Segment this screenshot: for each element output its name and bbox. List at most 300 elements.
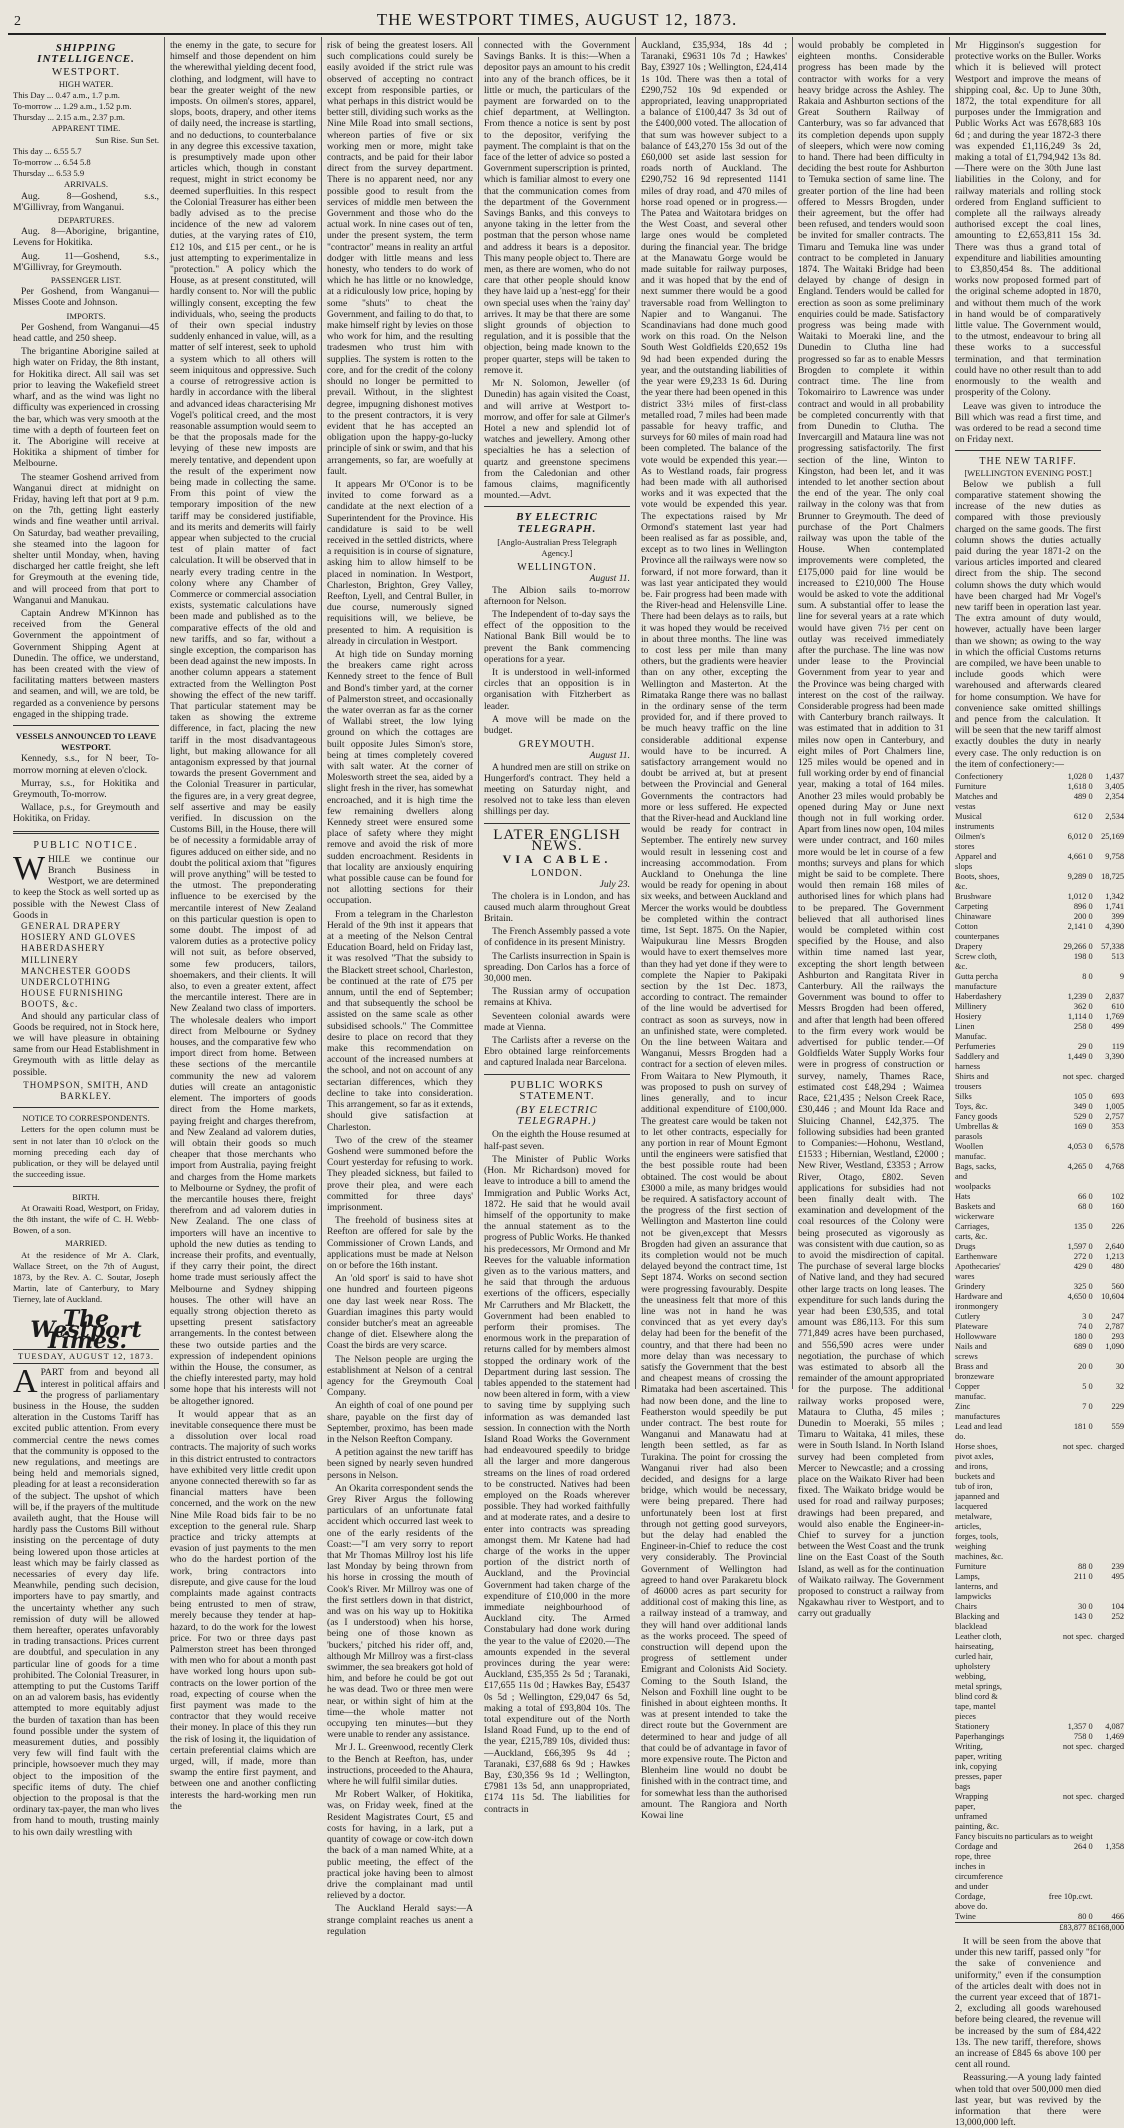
tariff-value: 2,787 [1105,1322,1124,1331]
tariff-value: 5 0 [1082,1382,1093,1391]
married-text: At the residence of Mr A. Clark, Wallace Street, on the 7th of August, 1873, by the Rev. A. C. Soutar, Joseph Martin, late of Canterbury, to Mary Tierney, late of Auckland. [13,1249,159,1305]
tariff-item: Plateware [955,1322,989,1331]
arrivals-heading: ARRIVALS. [63,179,108,190]
article-paragraph: Two of the crew of the steamer Goshend were summoned before the Court yesterday for refusing to work. They pleaded sickness, but failed to prove their plea, and were each committed for three days' imprisonment. [327,1134,473,1213]
tariff-value: 1,358 [1105,1842,1124,1851]
tariff-value: 4,390 [1105,922,1124,931]
tariff-row [955,922,1124,942]
tariff-value: 4,265 0 [1067,1162,1093,1171]
goods-item: BOOTS, &c. [21,999,79,1010]
tariff-value: 513 [1111,952,1124,961]
tariff-item: Matches and vestas [955,792,998,811]
tide-table [13,90,159,124]
news-item: The Minister of Public Works (Hon. Mr Richardson) moved for leave to introduce a bill to amend the Immigration and Public Works Act, 1872. He said that he would avail himself of the opportunity to make the annual statement as to the progress of Public Works. He thanked his predecessors, Mr Ormond and Mr Reeves for the valuable information given as to the various matters, and he said that through the arduous exertions of the officers, especially Mr Carruthers and Mr Blackett, the Government had been enabled to perform their promises. The enormous work in the preparation of returns called for by members almost stopped the ordinary work of the Department during last session. The tables appended to the statement had now been altered in form, with a view to saving time by supplying such information as was demanded last session. In connection with the North Island Road Works the Government had endeavoured speedily to bridge all the larger and more dangerous streams on the lines of road ordered to be constructed. Natives had been employed on the Roads wherever possible. They had worked faithfully and at moderate rates, and a desire to enter into contracts was spreading amongst them. Mr Katene had had charge of the works in the upper portion of the district north of Auckland, and the Provincial Government had taken charge of the expenditure of £10,000 in the more immediate neighbourhood of Auckland city. The Armed Constabulary had done work during the year to the value of £2020.—The amounts expended in the several provinces during the year were: Auckland, £35,355 2s 5d ; Taranaki, £17,655 11s 0d ; Hawkes Bay, £5437 0s 5d ; Wellington, £29,047 6s 5d, making a total of £93,804 10s. The total expenditure out of the North Island Road Fund, up to the end of the year, £215,789 10s, divided thus:—Auckland, £66,395 9s 4d ; Taranaki, £37,688 6s 9d ; Hawkes Bay, £30,356 9s 1d ; Wellington, £7981 13s 5d, ann unappropriated, £174 11s 5d. The liabilities for contracts in [484,1153,630,1815]
tariff-row [955,772,1124,782]
news-item: Seventeen colonial awards were made at Vienna. [484,1010,630,1033]
london-heading: LONDON. [531,868,583,880]
tariff-item: Leather cloth, hairseating, curled hair, upholstery webbing, metal springs, blind cord & tape, mantel pieces [955,1632,1002,1721]
tariff-row [955,1292,1124,1312]
birth-heading: BIRTH. [72,1191,100,1202]
tariff-item: Copper manufac. [955,1382,986,1401]
masthead-title: THE WESTPORT TIMES, AUGUST 12, 1873. [376,10,738,29]
leader-article [13,1363,159,1838]
tariff-row [955,1252,1124,1262]
news-item: The French Assembly passed a vote of confidence in its present Ministry. [484,926,630,949]
arrivals-text: Aug. 8—Goshend, s.s., M'Gillivray, from Wanganui. [13,190,159,213]
tariff-value: charged [1097,1742,1124,1751]
article-paragraph: Mr Higginson's suggestion for protective works on the Buller. Works which it is believed will protect Westport and improve the means of shipping coal, &c. Up to June 30th, 1872, the total expenditure for all purposes under the Immigration and Public Works Act was £678,683 10s 6d ; and during the year 1872-3 there was expended £1,116,249 3s 2d, making a total of £1,794,942 13s 8d.—There were on the 30th June last liabilities in the Colony, and for railway materials and rolling stock ordered from England sufficient to complete all the railways already authorised except the coal lines, amounting to £2,653,811 15s 3d. There was thus a grand total of expenditure and liabilities amounting to £3,850,454 8s. The additional works now proposed formed part of the original scheme adopted in 1870, and without them much of the work in hand would be of comparatively little value. The Government would, to the utmost, endeavour to bring all these works to a successful termination, and that termination could have no other result than to add enormously to the wealth and prosperity of the Colony. [955,40,1101,399]
correspondents-heading: NOTICE TO CORRESPONDENTS. [22,1113,150,1124]
divider [484,1074,630,1075]
vessel-item: Wallace, p.s., for Greymouth and Hokitika, on Friday. [13,802,159,825]
tariff-item: Cordage, above do. [955,1892,988,1911]
tariff-value: 1,090 [1105,1342,1124,1351]
public-notice-heading: PUBLIC NOTICE. [33,839,139,851]
tariff-row [955,852,1124,872]
tariff-value: 6,012 0 [1067,832,1093,841]
tariff-value: 180 0 [1073,1332,1093,1341]
tariff-item: Fancy goods [955,1112,998,1121]
tariff-row [955,1052,1124,1072]
tariff-item: Brass and bronzeware [955,1362,995,1381]
article-paragraph: An 'old sport' is said to have shot one hundred and fourteen pigeons one day last week near Ross. The Guardian imagines this party would consider butcher's meat an agreeable change of diet. Elsewhere along the Coast the birds are very scarce. [327,1273,473,1352]
tariff-value: 560 [1111,1282,1124,1291]
public-notice-body [13,849,159,921]
article-paragraph: Auckland, £35,934, 18s 4d ; Taranaki, £9631 10s 7d ; Hawkes' Bay, £3927 10s ; Wellington, £24,414 1s 10d. There was then a total of £290,752 10s 9d expended or appropriated, leaving unappropriated a balance of £100,447 3s 3d out of the £400,000 voted. The allocation of that sum was however subject to a balance of £43,270 15s 3d out of the £60,000 set aside last session for roads north of Auckland. The £290,752 16 9d represented 1141 miles of dray road, and 470 miles of horse road opened or in progress.—The Patea and Waitotara bridges on the West Coast, and several other large ones would be completed during the financial year. The bridge at the Manawatu Gorge would be made suitable for railway purposes, and it was hoped that by the end of next summer there would be a good traversable road from Wellington to Napier and to Wanganui. The Scandinavians had done much good work on this road. On the Nelson South West Goldfields £20,652 19s 9d had been expended during the year, and the outstanding liabilities of the year were £9,233 1s 6d. During the year there had been opened in this district 33½ miles of first-class metalled road, 7 miles had been made passable for heavy traffic, and surveys for 60 miles of main road had been completed. The balance of the vote would be expended this year.—As to Westland roads, fair progress had been made with all authorised works and it was expected that the vote would be expended this year. The expectations raised by Mr Ormond's statement last year had been realised as far as possible, and, except as to two lines in Wellington Province all the railways were now so forward, if not more forward, than it was last year anticipated they would be. Fair progress had been made with the River-head and Helensville Line. There had been delays as to rails, but it was hoped they would be received in about three months. The line was to cost less per mile than many others, but the gradients were heavier than on any other, excepting the Wellington and Masterton. At the Rimataka Range there was no ballast in the ordinary sense of the term provided for, and if there proved to be much heavy traffic on the line considerable additional expense would have to be incurred. A satisfactory arrangement would no doubt be arrived at, but at present between the Provincial and General Governments the contractors had more or less suffered. He expected that the River-head and Auckland line would be ready for contract in September. The entirely new survey would result in lessening cost and increasing accommodation. From Auckland to Onehunga the line would be ready for opening in about six weeks, and between Auckland and Mercer the works would be doubtless be completed within the contract time, 1st Sept. 1875. On the Napier, Waipukurau line Messrs Brogden would have to exert themselves more than they had yet done if they were to complete the Napier to Pakipaki section by the 1st Dec. 1873, according to contract. The remainder of the line would be advertised for contract as soon as surveys, now in an unfinished state, were completed. On the line between Waitara and Wanganui, Messrs Brogden had a contract for a section of eleven miles. From Waitara to New Plymouth, it was proposed to push on survey of lines generally, and to incur additional expenditure of £100,000. The greatest care would be taken not to let other contracts, especially for any portion in rear of Mount Egmont until the engineers were satisfied that the best possible route had been obtained. The cost would be about £3000 a mile, as many bridges would be required. A satisfactory account of the progress of the first section of Wellington and Masterton line could not be given,except that Messrs Brogden had given an assurance that its completion would not be much delayed beyond the contract time, 1st Sept 1874. Works on second section were progressing favourably. Despite the uneasiness felt that more of this line was not in hand he was convinced that as yet every day's delay had been for the benefit of the country, and that there had been no more delay than was necessary to satisfy the Government that the best and cheapest means of crossing the Rimataka had been ascertained. This had now been done, and the line to Featherston would speedily be put under contract. The best route for Wanganui and Manawatu had at length been settled, as far as Turakina. The point for crossing the Wanganui river had also been decided, and designs for a large bridge, which would be necessary, were being prepared. There had unfortunately been lost at first through not getting good surveyors, but the delay had enabled the Engineer-in-Chief to reduce the cost very considerably. The Provincial Government of Wellington had agreed to hand over Parakaretu block of 46000 acres as part security for additional cost of making this line, as a railway instead of a tramway, and they will hand over additional lands as the works proceed. The speed of construction will depend upon the progress of settlement under Emigrant and Colonists Aid Society. Coming to the South Island, the Nelson and Foxhill line ought to be finished in about eighteen months. It was at present intended to take the direct route but the Government are determined to hear and judge of all that could be of advantage in favor of more expensive route. The Picton and Blenheim line would no doubt be finished with in the contract time, and for somewhat less than the authorised amount. The Rangiora and North Kowai line [641,40,787,1822]
tariff-item: Toys, &c. [955,1102,988,1111]
news-item: It is understood in well-informed circles that an opposition is in organisation with Fitzherbert as leader. [484,666,630,712]
tariff-value: 4,087 [1105,1722,1124,1731]
tariff-row [955,1142,1124,1162]
tariff-value: not spec. [1062,1792,1093,1801]
tariff-value: 181 0 [1073,1422,1093,1431]
tariff-source: [WELLINGTON EVENING POST.] [964,467,1092,478]
news-item: A hundred men are still on strike on Hungerford's contract. They held a meeting on Saturday night, and resolved not to take less than eleven shillings per day. [484,761,630,818]
tariff-row [955,1012,1124,1022]
tariff-value: 6,578 [1105,1142,1124,1151]
article-paragraph: risk of being the greatest losers. All such complications could surely be easily avoided if the strict rule was observed of accepting no contract except from responsible parties, or what perhaps in this district would be better still, dividing such works as the Nine Mile Road into small sections, whereon parties of five or six working men or more, might take contracts, and be paid for their labor direct from the survey department. There is no apparent need, nor any possible good to result from the services of middle men between the Government and those who do the actual work. In nine cases out of ten, under the present system, the term "contractor" means in reality an artful dodger with little means and less honesty, who tenders to do work of which he has little or no knowledge, at a ridiculously low price, hoping by some "shuts" to cheat the Government, and failing to do that, to make himself right by levies on those who work for him, and the resulting tradesmen who trust him with supplies. The system is rotten to the core, and for the credit of the colony should no longer be permitted to prevail. Without, in the slightest degree, impugning dishonest motives to the present contractors, it is very evident that he has accepted an obligation upon the happy-go-lucky principle of sink or swim, and that his arrangements, so far, are woefully at fault. [327,40,473,477]
tariff-item: Earthenware [955,1252,998,1261]
tariff-value: not spec. [1062,1072,1093,1081]
tariff-value: 1,769 [1105,1012,1124,1021]
advertisement: Mr N. Solomon, Jeweller (of Dunedin) has again visited the Coast, and will arrive at Westport to-morrow, and offer for sale at Gilmer's Hotel a new and splendid lot of watches and jewellery. Among other specialties he has a selection of quartz and greenstone specimens from the Caledonian and other famous claims, magnificently mounted.—Advt. [484,378,630,502]
tariff-value: 1,114 0 [1067,1012,1093,1021]
wellington-heading: WELLINGTON. [517,562,597,574]
tariff-value: 612 0 [1073,812,1093,821]
tariff-row [955,1162,1124,1192]
tariff-item: Bags, sacks, and woolpacks [955,1162,997,1191]
tariff-value: 160 [1111,1202,1124,1211]
tariff-item: Lead and lead do. [955,1422,1002,1441]
tariff-item: Boots, shoes, &c. [955,872,1000,891]
tariff-value: 1,469 [1105,1732,1124,1741]
tariff-row [955,1042,1124,1052]
article-paragraph: An eighth of coal of one pound per share, payable on the first day of September, proximo, has been made in the Nelson Reefton Company. [327,1400,473,1445]
divider [13,1107,159,1108]
divider [484,506,630,507]
tariff-value: 169 0 [1073,1122,1093,1131]
tariff-body [955,772,1124,1933]
tariff-row [955,1732,1124,1742]
tariff-row [955,1282,1124,1292]
telegraph-heading: BY ELECTRIC TELEGRAPH. [516,511,598,535]
tariff-value: 2,837 [1105,992,1124,1001]
article-paragraph: Leave was given to introduce the Bill which was read a first time, and was ordered to be read a second time on Friday next. [955,400,1101,446]
sun-table [13,146,159,180]
tariff-item: Fancy biscuits [955,1832,1004,1841]
tariff-item: Confectionery [955,772,1003,781]
tariff-value: 1,342 [1105,892,1124,901]
news-item: The Russian army of occupation remains at Khiva. [484,986,630,1009]
tariff-value: 3,405 [1105,782,1124,791]
port-heading: WESTPORT. [51,66,121,79]
tariff-value: 2,354 [1105,792,1124,801]
tariff-row [955,1022,1124,1042]
tide-row: This Day ... 0.47 a.m., 1.7 p.m. [13,89,120,100]
public-works-sub: (BY ELECTRIC TELEGRAPH.) [516,1104,598,1128]
tariff-value: 4,053 0 [1067,1142,1093,1151]
column-1 [8,37,165,1838]
tariff-value: 8 0 [1082,972,1093,981]
tariff-item: Carpeting [955,902,989,911]
masthead [8,6,1106,35]
tariff-value [1093,1892,1124,1912]
tariff-value: 272 0 [1073,1252,1093,1261]
tariff-row [955,1102,1124,1112]
tariff-row [955,952,1124,972]
tariff-item: Saddlery and harness [955,1052,999,1071]
tariff-row [955,1632,1124,1722]
article-paragraph: It would appear that as an inevitable consequence there must be a dissolution over local road contracts. The majority of such works in this district entrusted to contractors have exhibited very little credit upon anyone connected therewith so far as financial matters have been concerned, and the work on the new Nine Mile Road bids fair to be no exception to the general rule. Sharp practice and tricky attempts at evasion of just payments to the men who do the hardest portion of the work, bring contractors into disrepute, and give cause for the loud complaints made against contracts being entrusted to men of straw, merely because they tender at hap-hazard, to do the work for the lowest price. For two or three days past Palmerston street has been thronged with men who for about a month past have worked long hours upon sub-contracts on the lower portion of the road, expecting of course when the first payment was made to the contractor that they would receive their money. In place of this they run the risk of losing it, the liquidation of certain preferential claims which are urged, will, if made, more than swamp the entire first payment, and between one and another conflicting interests the hard-working men run the [170,1408,316,1812]
tariff-row [955,1002,1124,1012]
article-paragraph: The Nelson people are urging the establishment at Nelson of a central agency for the Greymouth Coal Company. [327,1353,473,1399]
goods-item: MANCHESTER GOODS [21,965,132,976]
tariff-row [955,1322,1124,1332]
tariff-item: Paperhangings [955,1732,1005,1741]
tariff-item: Grindery [955,1282,986,1291]
tariff-value: 1,213 [1105,1252,1124,1261]
tariff-value: 325 0 [1073,1282,1093,1291]
tariff-item: Furniture [955,782,987,791]
departures-heading: DEPARTURES. [57,215,115,226]
tariff-value: £83,877 8 [1004,1923,1092,1934]
column-7 [950,37,1124,2128]
tariff-item: Writing, paper, writing ink, copying presses, paper bags [955,1742,1002,1791]
tariff-value: 88 0 [1078,1562,1093,1571]
article-paragraph: From a telegram in the Charleston Herald of the 9th inst it appears that at a meeting of the Nelson Central Education Board, held on Friday last, it was resolved "That the subsidy to the Blackett street school, Charleston, be continued at the rate of £75 per annum, until the end of September; and that subsequently the school be assisted on the same scale as other subsidised schools." The Committee desire to place on record that they make this recommendation on account of the increased numbers at the school, and not on account of any sectarian differences, which they decline to take into consideration. This arrangement, so far as it extends, should give satisfaction at Charleston. [327,908,473,1133]
tariff-value: 293 [1111,1332,1124,1341]
tariff-item: Hosiery [955,1012,982,1021]
tariff-item: Millinery [955,1002,987,1011]
tariff-item: Drapery [955,942,983,951]
tariff-row [955,1382,1124,1402]
tariff-value: 258 0 [1073,1022,1093,1031]
tariff-value: 20 0 [1078,1362,1093,1371]
london-date: July 23. [599,879,630,891]
tariff-item: Shirts and trousers [955,1072,989,1091]
dropcap: A [13,1363,38,1401]
news-item: The Independent of to-day says the effect of the opposition to the National Bank Bill would be to prevent the Bank commencing operations for a year. [484,608,630,665]
tariff-value: 29,266 0 [1063,942,1093,951]
tariff-value: 480 [1111,1262,1124,1271]
tariff-item: Cutlery [955,1312,981,1321]
tariff-row [955,812,1124,832]
tariff-row [955,892,1124,902]
news-item: The Carlists after a reverse on the Ebro obtained large reinforcements and captured Inalada near Barcelona. [484,1035,630,1069]
tariff-item: Chairs [955,1602,977,1611]
tariff-value: 198 0 [1073,952,1093,961]
tariff-value: 247 [1111,1312,1124,1321]
tide-row: To-morrow ... 1.29 a.m., 1.52 p.m. [13,101,132,112]
tariff-value: 1,618 0 [1067,782,1093,791]
tariff-row [955,1192,1124,1202]
article-paragraph: It appears Mr O'Conor is to be invited to come forward as a candidate at the next election of a Superintendent for the Province. His candidature is said to be well received in the settled districts, where a requisition is in course of signature, asking him to allow himself to be placed in nomination. In Westport, Charleston, Brighton, Grey Valley, Reefton, Lyell, and Central Buller, in due course, numerously signed requisitions will, we believe, be presented to him. A requisition is already in circulation in Westport. [327,478,473,647]
tariff-value: 18,725 [1101,872,1124,881]
tariff-item: Silks [955,1092,972,1101]
tariff-value: 1,437 [1105,772,1124,781]
tariff-value: 896 0 [1073,902,1093,911]
tariff-row [955,792,1124,812]
tariff-item: Apothecaries' wares [955,1262,1001,1281]
tariff-item: Zinc manufactures [955,1402,1001,1421]
apparent-time-heading: APPARENT TIME. [51,123,121,134]
divider [955,450,1101,451]
tariff-value: 30 [1115,1362,1124,1371]
tariff-value: 57,338 [1101,942,1124,951]
tariff-item: Perfumeries [955,1042,996,1051]
column-5 [636,37,793,1822]
tariff-outro: It will be seen from the above that under this new tariff, passed only "for the sake of convenience and uniformity," even if the consumption of the articles dealt with does not in the current year exceed that of 1871-2, excluding all goods warehoused before being cleared, the revenue will be increased by the sum of £84,422 13s. The new tariff, therefore, shows an increase of £845 6s above 100 per cent all round. [955,1936,1101,2071]
tariff-item: Umbrellas & parasols [955,1122,999,1141]
article-paragraph: At high tide on Sunday morning the breakers came right across Kennedy street to the fence of Bull and Bond's timber yard, at the corner of Palmerston street, and occasionally the water overran as far as the corner of Wallabi street, the low lying ground on which the cottages are built opposite Jules Simon's store, being at times completely covered with salt water. At the corner of Molesworth street the sea, aided by a slight fresh in the river, has somewhat encroached, and it is high time the few remaining dwellers along Kennedy street were ensured some place of safety where they might remove and avoid the risk of more sudden encroachment. Residents in that locality are anxiously enquiring what possible cause can be found for not allotting sections for their occupation. [327,648,473,907]
column-2 [165,37,322,1812]
tariff-value: 2,757 [1105,1112,1124,1121]
tariff-value: 9 [1119,972,1124,981]
tariff-item: Baskets and wickerware [955,1202,996,1221]
tariff-item: Wrapping paper, unframed painting, &c. [955,1792,999,1831]
shipping-news: Captain Andrew M'Kinnon has received from the General Government the appointment of Government Shipping Agent at Dunedin. The office, we understand, has been created with the view of facilitating matters between masters and seamen, and will, we are told, be regarded as a convenience by persons engaged in the shipping trade. [13,607,159,720]
tariff-value: 30 0 [1078,1602,1093,1611]
sun-row: To-morrow ... 6.54 5.8 [13,157,91,168]
article-paragraph: Mr Robert Walker, of Hokitika, was, on Friday week, fined at the Resident Magistrates Court, £5 and costs for having, in a lark, put a quantity of cowage or cow-itch down the back of a man named White, at a public meeting, the effect of the practical joke having been to almost drive the complainant mad until relieved by a doctor. [327,1789,473,1902]
tariff-intro: Below we publish a full comparative statement showing the increase of the new duties as compared with those previously charged on the same goods. The first column shows the duties actually paid during the year 1871-2 on the various articles imported and cleared direct from the ship. The second column shows the duty which would have been charged had Mr Vogel's new tariff been in operation last year. The extra amount of duty would, however, actually have been larger than we shown; as owing to the way in which the official Customs returns are compiled, we have been unable to include goods which were warehoused and afterwards cleared for home consumption. We have for convenience sake omitted shillings and pence from the calculation. It will be seen that the new tariff almost exactly doubles the duty in nearly every case. The only reduction is on the item of confectionery:— [955,478,1101,770]
tariff-value: no particulars as to weight [1004,1832,1093,1841]
tariff-value: 211 0 [1074,1572,1093,1581]
shipping-heading: SHIPPING INTELLIGENCE. [37,42,135,66]
tariff-value: 1,005 [1105,1102,1124,1111]
tariff-value: 2,640 [1105,1242,1124,1251]
article-paragraph: An Okarita correspondent sends the Grey River Argus the following particulars of an unfortunate fatal accident which occurred last week to one of the early residents of the Coast:—"I am very sorry to report that Mr Thomas Millroy lost his life last Monday by being thrown from his horse in crossing the mouth of Cook's River. Mr Millroy was one of the first settlers down in that district, and was on his way up to Hokitika (as I understood) when his horse, being one of those known as 'buckers,' pitched his rider off, and, although Mr Millroy was a first-class swimmer, the sea breakers got hold of him, and before he could be got out he was dead. Two or three men were near, or within sight of him at the time—the whole matter not occupying ten minutes—but they were unable to render any assistance. [327,1482,473,1741]
sun-header: Sun Rise. Sun Set. [95,134,159,145]
tariff-value: 362 0 [1073,1002,1093,1011]
tariff-value: 610 [1111,1002,1124,1011]
goods-item: HOUSE FURNISHING [21,988,124,999]
tariff-value: 1,741 [1105,902,1124,911]
tariff-item: Hollowware [955,1332,997,1341]
tariff-value: 1,028 0 [1067,772,1093,781]
tariff-value: 758 0 [1073,1732,1093,1741]
article-paragraph: A petition against the new tariff has been signed by nearly seven hundred persons in Nelson. [327,1447,473,1481]
later-news-heading: LATER ENGLISH NEWS. [493,826,621,854]
tariff-value: £168,000 [1092,1923,1124,1932]
column-6 [793,37,950,1620]
via-cable-heading: VIA CABLE. [502,852,612,867]
tariff-value: charged [1097,1442,1124,1451]
tariff-row [955,832,1124,852]
tariff-item: Furniture [955,1562,987,1571]
correspondents-text: Letters for the open column must be sent in not later than 10 o'clock on the morning preceding each day of publication, or they will be delayed until the succeeding issue. [13,1124,159,1180]
tariff-row [955,1562,1124,1572]
tariff-value: 529 0 [1073,1112,1093,1121]
tariff-value: charged [1097,1632,1124,1641]
tariff-row [955,1262,1124,1282]
tariff-row [955,1402,1124,1422]
tariff-value: 104 [1111,1602,1124,1611]
tariff-value: 135 0 [1073,1222,1093,1231]
tariff-value: 1,239 0 [1067,992,1093,1001]
high-water-heading: HIGH WATER. [58,78,114,89]
tariff-value: 105 0 [1073,1092,1093,1101]
tariff-value: 3 0 [1082,1312,1093,1321]
departure-item: Aug. 11—Goshend, s.s., M'Gillivray, for Greymouth. [13,250,159,273]
tariff-value: 4,768 [1105,1162,1124,1171]
imports-text: Per Goshend, from Wanganui—45 head cattle, and 250 sheep. [13,321,159,345]
tariff-row [955,1842,1124,1892]
tariff-value: 10,604 [1101,1292,1124,1301]
tariff-row [955,912,1124,922]
tariff-value: 1,449 0 [1067,1052,1093,1061]
tariff-row [955,1422,1124,1442]
tariff-item: Hats [955,1192,971,1201]
tariff-value: 80 0 [1078,1912,1093,1921]
closing-paragraph: Reassuring.—A young lady fainted when told that over 500,000 men died last year, but was revived by the information that there were 13,000,000 left. [955,2072,1101,2128]
divider [13,831,159,834]
article-paragraph: would probably be completed in eighteen months. Considerable progress has been made by the contractor with works for a very heavy bridge across the Ashley. The Rakaia and Ashburton sections of the Great Southern Railway of Canterbury, was so far advanced that its completion depends upon supply of sleepers, which were now coming to hand. There had been difficulty in deciding the best route for Ashburton to Temuka section of same line. The greater portion of the line had been offered to Messrs Brogden, under their agreement, but the offer had been refused, and tenders would soon be invited for smaller contracts. The Timaru and Temuka line was under contract to be completed in January 1874. The Waitaki Bridge had been delayed by change of design in England. Tenders would be called for erection as soon as some preliminary enquiries could be made. Satisfactory progress was being made with Waitaki to Moeraki line, and the Dunedin to Clutha line had progressed so far as to enable Messrs Brogden to complete it within contract time. The line from Tokomairiro to Lawrence was under contract and would in all probability be completed concurrently with that from Dunedin to Clutha. The Invercargill and Mataura line was not progressing satisfactorily. The first section of the line, Winton to Kingston, had been let, and it was intended to let another section about the end of the year. The only coal railway in the colony was that from Brunner to Greymouth. The deed of purchase of the Port Chalmers railway was upon the table of the House. When contemplated improvements were completed, the £175,000 paid for line would be increased to £210,000 The House would be asked to vote the additional sum. A substantial offer to lease the line for several years at a rate which would have given 7½ per cent on outlay was received immediately after the purchase. The line was now under lease to the Provincial Government from year to year and the Province was being charged with interest on the cost of the railway. Considerable progress had been made with Canterbury branch railways. It was estimated that in addition to 31 miles now open in Canterbury, and eight miles of Port Chalmers line, 125 miles would be opened and in full working order by end of financial year, making a total of 164 miles. Another 23 miles would probably be opened during May or June next though not in full working order. Apart from lines now open, 104 miles were under contract, and 160 miles more would be let in course of a few months; surveys and plans for which might be said to be complete. There would then remain 168 miles of authorised lines for which plans had to be prepared. The Government believed that all authorised lines would be completed within cost specified by the House, and also within time named last year, excepting the short length between Ashburton and Rangitata River in Canterbury. All the railways the Government was bound to offer to Messrs Brogden had been offered, and after that length had been offered to the firm every work would be advertised for public tender.—Of Goldfields Water Supply Works four were in progress of construction or survey, namely, Thames Race, estimated cost £48,294 ; Waimea Race, £21,435 ; Nelson Creek Race, £30,446 ; and Mount Ida Race and Sluicing Channel, £42,375. The following subsidies had been granted to Companies:—Hohonu, Westland, £1533 ; Hibernian, Westland, £2000 ; New River, Westland, £3353 ; Arrow River, Otago, £802. Seven applications for subsidies had not been finally dealt with. The examination and development of the coal resources of the Colony were being prosecuted as vigorously as was consistent with due caution, so as to avoid the misdirection of capital. The purchase of several large blocks of Native land, and they had secured other large tracts on long leases. The expenditure for such lands during the year had been £30,535, and total amount was £86,113. For this sum 771,849 acres have been purchased, and 556,590 acres were under negotiation, the purchase of which was estimated to absorb all the remainder of the amount appropriated for the purpose. The additional railway works proposed were, Mataura to Clutha, 45 miles ; Dunedin to Moeraki, 55 miles ; Timaru to Waitaka, 41 miles, these were in South Island. In North Island survey had been completed from Mercer to Newcastle; and a crossing place on the Waikato River had been fixed. The Waikato bridge would be used for road and railway purposes; drawings had been prepared, and would also enable the Engineer-in-Chief to survey for a junction between the West Coast and the trunk line on the East Coast of the South Island, as well as for the continuation of Waikato railway. The Government proposed to construct a railway from Ngakawhau river to Westport, and to carry out gradually [798,40,944,1620]
paper-title: The Westport Times. [30,1305,142,1354]
tariff-item: Musical instruments [955,812,995,831]
tariff-value: 429 0 [1073,1262,1093,1271]
tariff-item: Lamps, lanterns, and lampwicks [955,1572,998,1601]
tariff-item: Brushware [955,892,992,901]
departure-item: Aug. 8—Aborigine, brigantine, Levens for Hokitika. [13,226,159,249]
tariff-row [955,1202,1124,1222]
goods-item: UNDERCLOTHING [21,977,111,988]
tariff-table [955,772,1124,1933]
tariff-item: Cordage and rope, three inches in circumference and under [955,1842,1003,1891]
tariff-item: Twine [955,1912,976,1921]
page-number: 2 [14,14,21,29]
tariff-item: Drugs [955,1242,976,1251]
tariff-value: 693 [1111,1092,1124,1101]
tariff-value: 68 0 [1078,1202,1093,1211]
tariff-value: 226 [1111,1222,1124,1231]
notice-text: HILE we continue our Branch Business in Westport, we are determined to keep the Stock as well sorted up as possible with the Newest Class of Goods in [13,853,159,921]
leader-text: PART from and beyond all interest in political affairs and the progress of parliamentary business in the House, the sudden alteration in the Customs Tariff has excited public attention. From every commercial centre the news comes that the community is opposed to the new regulations, and meetings are being held and memorials signed, pleading for at least a reconsideration of the subject. The upshot of which will be, if the prayers of the multitude availeth aught, that the House will hardly pass the Customs Bill without insisting on the percentage of duty being lowered upon those articles at least which may be fairly classed as necessaries of every day life. Meanwhile, pending such decision, importers have to pay smartly, and the uncertainty whether any such remission of duty will be allowed them hereafter, operates unfavorably in trading transactions. Prices current are doubtful, and speculation in any particular line of goods for a time prohibited. The Colonial Treasurer, in attempting to put the Customs Tariff on an ad valorem basis, has evidently attempted to more equitably adjust the burden of taxation than has been found possible under the system of measurement duties, and possibly very few will find fault with the principle, howsoever much they may object to the imposition of the specific items of duty. The chief objection to the proposal is that the ordinary tax-payer, the man who lives from hand to mouth, trusting mainly to his own daily wrestling with [13,1367,159,1838]
goods-item: HABERDASHERY [21,943,106,954]
date-line: TUESDAY, AUGUST 12, 1873. [13,1349,159,1364]
shipping-news: The steamer Goshend arrived from Wanganui direct at midnight on Friday, having left that port at 9 p.m. on the 7th, getting light easterly winds and fine weather until arrival. On Saturday, bad weather prevailing, she steamed into the lagoon for shelter until Monday, when, having discharged her cattle freight, she left for Greymouth at the evening tide, and will proceed from that port to Wanganui and Manukau. [13,471,159,606]
greymouth-date: August 11. [589,750,630,762]
tariff-row [955,1722,1124,1732]
tariff-row [955,1332,1124,1342]
goods-item: MILLINERY [21,954,79,965]
vessel-item: Kennedy, s.s., for N beer, To-morrow morning at eleven o'clock. [13,753,159,776]
tariff-row [955,1612,1124,1632]
tariff-value: 1,357 0 [1067,1722,1093,1731]
shipping-news: The brigantine Aborigine sailed at high water on Friday, the 8th instant, for Hokitika direct. All sail was set prior to leaving the Wakefield street wharf, and as the wind was light no difficulty was experienced in crossing the bar, which was very smooth at the time with a depth of fourteen feet on it. The Aborigine will receive at Hokitika a shipment of timber for Melbourne. [13,346,159,470]
tariff-value: 2,141 0 [1067,922,1093,931]
passenger-heading: PASSENGER LIST. [50,275,122,286]
tariff-item: Stationery [955,1722,990,1731]
tariff-value: 25,169 [1101,832,1124,841]
tariff-value: 2,534 [1105,812,1124,821]
goods-item: GENERAL DRAPERY [21,921,122,932]
tariff-value: 32 [1115,1382,1124,1391]
notice-end: And should any particular class of Goods be required, not in Stock here, we will have pleasure in obtaining same from our Head Establishment in Greymouth with as little delay as possible. [13,1010,159,1078]
tariff-value: 252 [1111,1612,1124,1621]
tariff-value: charged [1097,1072,1124,1081]
news-item: On the eighth the House resumed at half-past seven. [484,1129,630,1152]
tariff-value: not spec. [1062,1632,1093,1641]
tariff-item: Haberdashery [955,992,1002,1001]
tariff-value: free 10p.cwt. [1048,1892,1093,1901]
tariff-value: 499 [1111,1022,1124,1031]
goods-list [13,921,159,1011]
tariff-row [955,1602,1124,1612]
tariff-value: 264 0 [1073,1842,1093,1851]
tariff-row [955,1742,1124,1792]
tariff-heading: THE NEW TARIFF. [979,456,1077,468]
tariff-item: Blacking and blacklead [955,1612,1000,1631]
article-paragraph: The Auckland Herald says:—A strange complaint reaches us anent a regulation [327,1903,473,1937]
tariff-item: Chinaware [955,912,992,921]
tariff-row [955,972,1124,992]
tide-row: Thursday ... 2.15 a.m., 2.37 p.m. [13,112,125,123]
article-paragraph: Mr J. L. Greenwood, recently Clerk to the Bench at Reefton, has, under instructions, proceeded to the Ahaura, where he will fulfil similar duties. [327,1742,473,1788]
telegraph-agency: [Anglo-Australian Press Telegraph Agency.] [497,536,617,558]
tariff-item: Gutta percha manufacture [955,972,999,991]
tariff-value: 7 0 [1082,1402,1093,1411]
tariff-value [1093,1832,1124,1842]
tariff-row [955,1112,1124,1122]
tariff-item: Oilmen's stores [955,832,985,851]
divider [484,823,630,824]
tariff-value: 399 [1111,912,1124,921]
news-item: A move will be made on the budget. [484,713,630,736]
tariff-value: 3,390 [1105,1052,1124,1061]
vessels-heading: VESSELS ANNOUNCED TO LEAVE WESTPORT. [15,730,157,753]
tariff-item: Carriages, carts, &c. [955,1222,990,1241]
notice-signature: THOMPSON, SMITH, AND BARKLEY. [23,1079,149,1102]
tariff-row [955,1222,1124,1242]
tariff-row [955,1832,1124,1842]
tariff-value: 229 [1111,1402,1124,1411]
goods-item: HOSIERY AND GLOVES [21,932,137,943]
tariff-item: Cotton counterpanes [955,922,1000,941]
tariff-item [955,1923,1004,1934]
wellington-date: August 11. [589,573,630,585]
tariff-row [955,1242,1124,1252]
tariff-value: 4,650 0 [1067,1292,1093,1301]
tariff-row [955,782,1124,792]
tariff-row [955,942,1124,952]
tariff-item: Screw cloth, &c. [955,952,997,971]
tariff-total-row [955,1923,1124,1934]
tariff-value: 119 [1111,1042,1124,1051]
tariff-row [955,1312,1124,1322]
sun-row: Thursday ... 6.53 5.9 [13,168,85,179]
tariff-value: 102 [1111,1192,1124,1201]
